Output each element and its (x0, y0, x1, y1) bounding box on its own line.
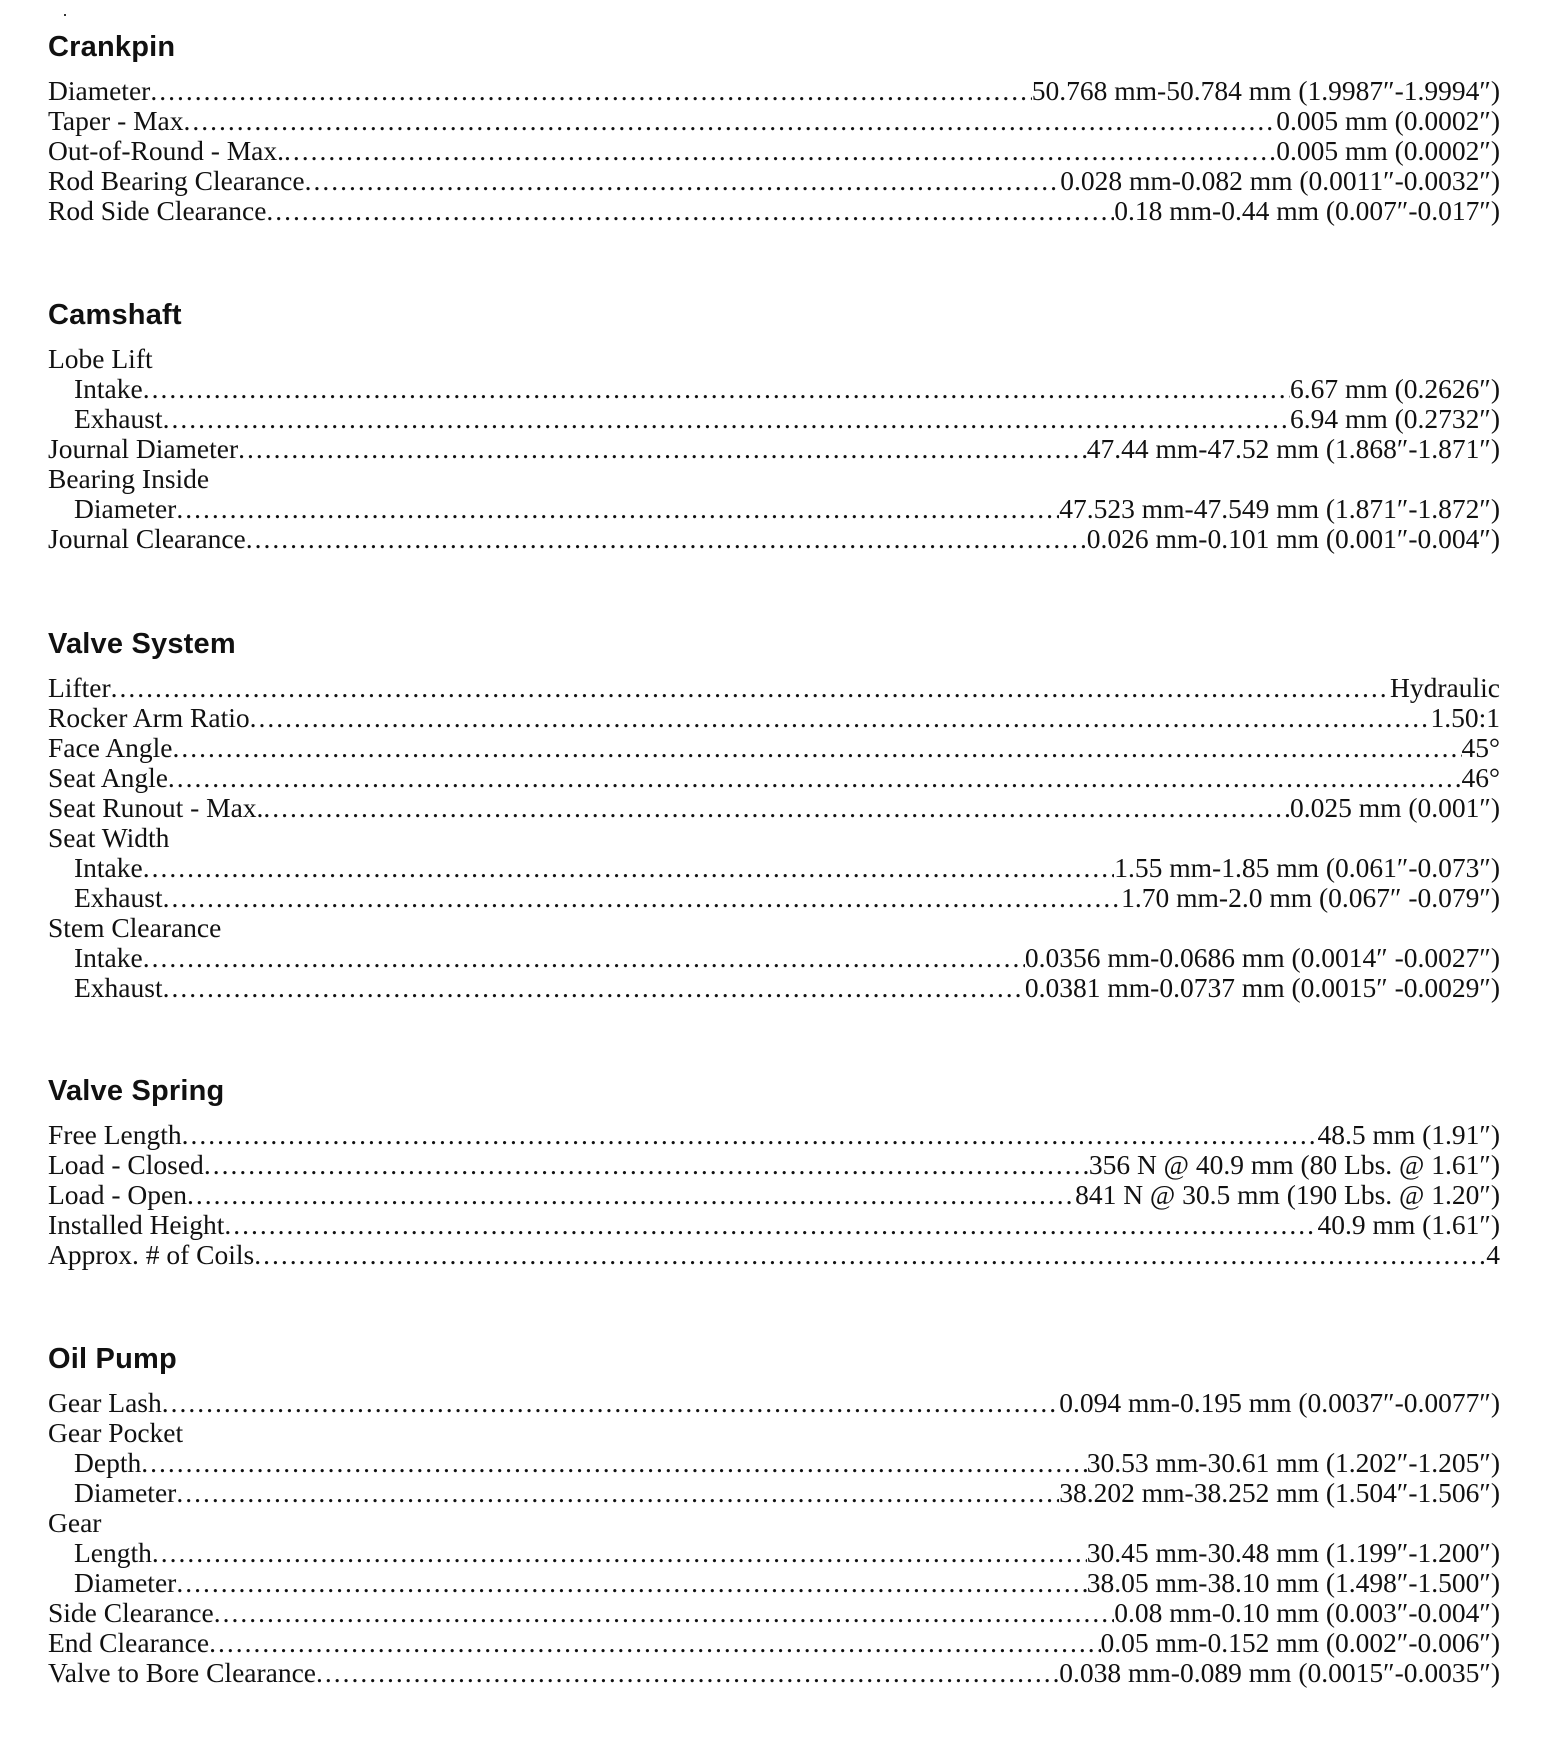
spec-row (48, 1150, 1500, 1180)
spec-row (48, 793, 1500, 823)
spec-label: Free Length (48, 1120, 182, 1150)
spec-value: 0.005 mm (0.0002″) (1276, 136, 1500, 166)
spec-label: Out-of-Round - Max. (48, 136, 285, 166)
spec-group-label (48, 913, 1500, 943)
spec-label: Approx. # of Coils (48, 1240, 255, 1270)
spec-row (48, 76, 1500, 106)
spec-row (48, 1478, 1500, 1508)
spec-row (48, 1210, 1500, 1240)
spec-label: Rod Bearing Clearance (48, 166, 305, 196)
spec-row (48, 883, 1500, 913)
spec-value: 0.094 mm-0.195 mm (0.0037″-0.0077″) (1059, 1388, 1500, 1418)
section-title: Valve System (48, 628, 236, 660)
spec-row (48, 1538, 1500, 1568)
spec-row (48, 703, 1500, 733)
section-valve-spring (48, 1074, 1500, 1270)
spec-label: Side Clearance (48, 1598, 214, 1628)
spec-value: 48.5 mm (1.91″) (1317, 1120, 1500, 1150)
spec-value: 6.67 mm (0.2626″) (1289, 374, 1500, 404)
spec-label: Seat Runout - Max. (48, 793, 264, 823)
spec-group-label (48, 344, 1500, 374)
spec-row (48, 1448, 1500, 1478)
section-camshaft (48, 298, 1500, 554)
spec-value: 0.028 mm-0.082 mm (0.0011″-0.0032″) (1060, 166, 1500, 196)
spec-label: Bearing Inside (48, 464, 210, 494)
spec-label: Gear Pocket (48, 1418, 184, 1448)
spec-value: 47.523 mm-47.549 mm (1.871″-1.872″) (1059, 494, 1500, 524)
spec-row (48, 1120, 1500, 1150)
spec-label: Exhaust (74, 404, 163, 434)
spec-value: 0.025 mm (0.001″) (1289, 793, 1500, 823)
spec-label: Gear (48, 1508, 102, 1538)
spec-label: End Clearance (48, 1628, 210, 1658)
spec-label: Load - Open (48, 1180, 187, 1210)
spec-value: 1.50:1 (1430, 703, 1500, 733)
spec-value: 0.18 mm-0.44 mm (0.007″-0.017″) (1114, 196, 1500, 226)
spec-label: Diameter (74, 1478, 177, 1508)
spec-row (48, 166, 1500, 196)
section-title: Crankpin (48, 31, 176, 63)
spec-row (48, 1240, 1500, 1270)
spec-value: 50.768 mm-50.784 mm (1.9987″-1.9994″) (1031, 76, 1500, 106)
spec-value: 6.94 mm (0.2732″) (1289, 404, 1500, 434)
spec-row (48, 494, 1500, 524)
spec-label: Intake (74, 853, 143, 883)
spec-value: 38.202 mm-38.252 mm (1.504″-1.506″) (1059, 1478, 1500, 1508)
spec-label: Diameter (74, 1568, 177, 1598)
spec-value: 46° (1461, 763, 1500, 793)
spec-value: 4 (1486, 1240, 1500, 1270)
section-oil-pump (48, 1342, 1500, 1688)
spec-value: Hydraulic (1390, 673, 1500, 703)
spec-label: Gear Lash (48, 1388, 162, 1418)
spec-label: Journal Diameter (48, 434, 239, 464)
spec-value: 0.0356 mm-0.0686 mm (0.0014″ -0.0027″) (1024, 943, 1500, 973)
spec-label: Rod Side Clearance (48, 196, 267, 226)
spec-row (48, 1388, 1500, 1418)
spec-group-label (48, 1418, 1500, 1448)
spec-label: Intake (74, 943, 143, 973)
section-title: Camshaft (48, 299, 182, 331)
spec-value: 1.70 mm-2.0 mm (0.067″ -0.079″) (1121, 883, 1500, 913)
spec-label: Rocker Arm Ratio (48, 703, 250, 733)
spec-row (48, 196, 1500, 226)
spec-value: 1.55 mm-1.85 mm (0.061″-0.073″) (1114, 853, 1500, 883)
spec-row (48, 673, 1500, 703)
spec-row (48, 524, 1500, 554)
spec-group-label (48, 1508, 1500, 1538)
spec-value: 356 N @ 40.9 mm (80 Lbs. @ 1.61″) (1088, 1150, 1500, 1180)
spec-group-label (48, 464, 1500, 494)
spec-label: Journal Clearance (48, 524, 246, 554)
spec-row (48, 763, 1500, 793)
spec-label: Face Angle (48, 733, 173, 763)
spec-value: 0.038 mm-0.089 mm (0.0015″-0.0035″) (1059, 1658, 1500, 1688)
spec-row (48, 1598, 1500, 1628)
spec-label: Installed Height (48, 1210, 225, 1240)
spec-label: Stem Clearance (48, 913, 222, 943)
spec-label: Depth (74, 1448, 142, 1478)
spec-label: Seat Angle (48, 763, 168, 793)
spec-label: Length (74, 1538, 152, 1568)
spec-group-label (48, 823, 1500, 853)
spec-value: 841 N @ 30.5 mm (190 Lbs. @ 1.20″) (1075, 1180, 1500, 1210)
spec-label: Valve to Bore Clearance (48, 1658, 317, 1688)
section-crankpin (48, 30, 1500, 226)
spec-row (48, 973, 1500, 1003)
spec-row (48, 1628, 1500, 1658)
spec-label: Load - Closed (48, 1150, 204, 1180)
scan-speck (64, 14, 66, 16)
spec-label: Lifter (48, 673, 111, 703)
section-title: Valve Spring (48, 1075, 225, 1107)
spec-label: Taper - Max (48, 106, 184, 136)
spec-row (48, 943, 1500, 973)
spec-value: 0.0381 mm-0.0737 mm (0.0015″ -0.0029″) (1024, 973, 1500, 1003)
spec-value: 45° (1461, 733, 1500, 763)
spec-row (48, 374, 1500, 404)
section-valve-system (48, 627, 1500, 1003)
spec-value: 47.44 mm-47.52 mm (1.868″-1.871″) (1086, 434, 1500, 464)
spec-label: Seat Width (48, 823, 170, 853)
section-title: Oil Pump (48, 1343, 177, 1375)
spec-label: Exhaust (74, 973, 163, 1003)
spec-row (48, 733, 1500, 763)
spec-row (48, 1658, 1500, 1688)
spec-row (48, 106, 1500, 136)
spec-row (48, 1180, 1500, 1210)
spec-value: 0.08 mm-0.10 mm (0.003″-0.004″) (1114, 1598, 1500, 1628)
spec-value: 0.005 mm (0.0002″) (1276, 106, 1500, 136)
spec-value: 30.45 mm-30.48 mm (1.199″-1.200″) (1086, 1538, 1500, 1568)
spec-value: 38.05 mm-38.10 mm (1.498″-1.500″) (1086, 1568, 1500, 1598)
spec-row (48, 1568, 1500, 1598)
spec-label: Lobe Lift (48, 344, 153, 374)
spec-value: 30.53 mm-30.61 mm (1.202″-1.205″) (1086, 1448, 1500, 1478)
spec-value: 40.9 mm (1.61″) (1317, 1210, 1500, 1240)
spec-row (48, 136, 1500, 166)
spec-row (48, 404, 1500, 434)
spec-row (48, 434, 1500, 464)
spec-value: 0.026 mm-0.101 mm (0.001″-0.004″) (1086, 524, 1500, 554)
spec-label: Intake (74, 374, 143, 404)
spec-row (48, 853, 1500, 883)
spec-value: 0.05 mm-0.152 mm (0.002″-0.006″) (1100, 1628, 1500, 1658)
spec-label: Diameter (48, 76, 151, 106)
spec-label: Exhaust (74, 883, 163, 913)
spec-label: Diameter (74, 494, 177, 524)
